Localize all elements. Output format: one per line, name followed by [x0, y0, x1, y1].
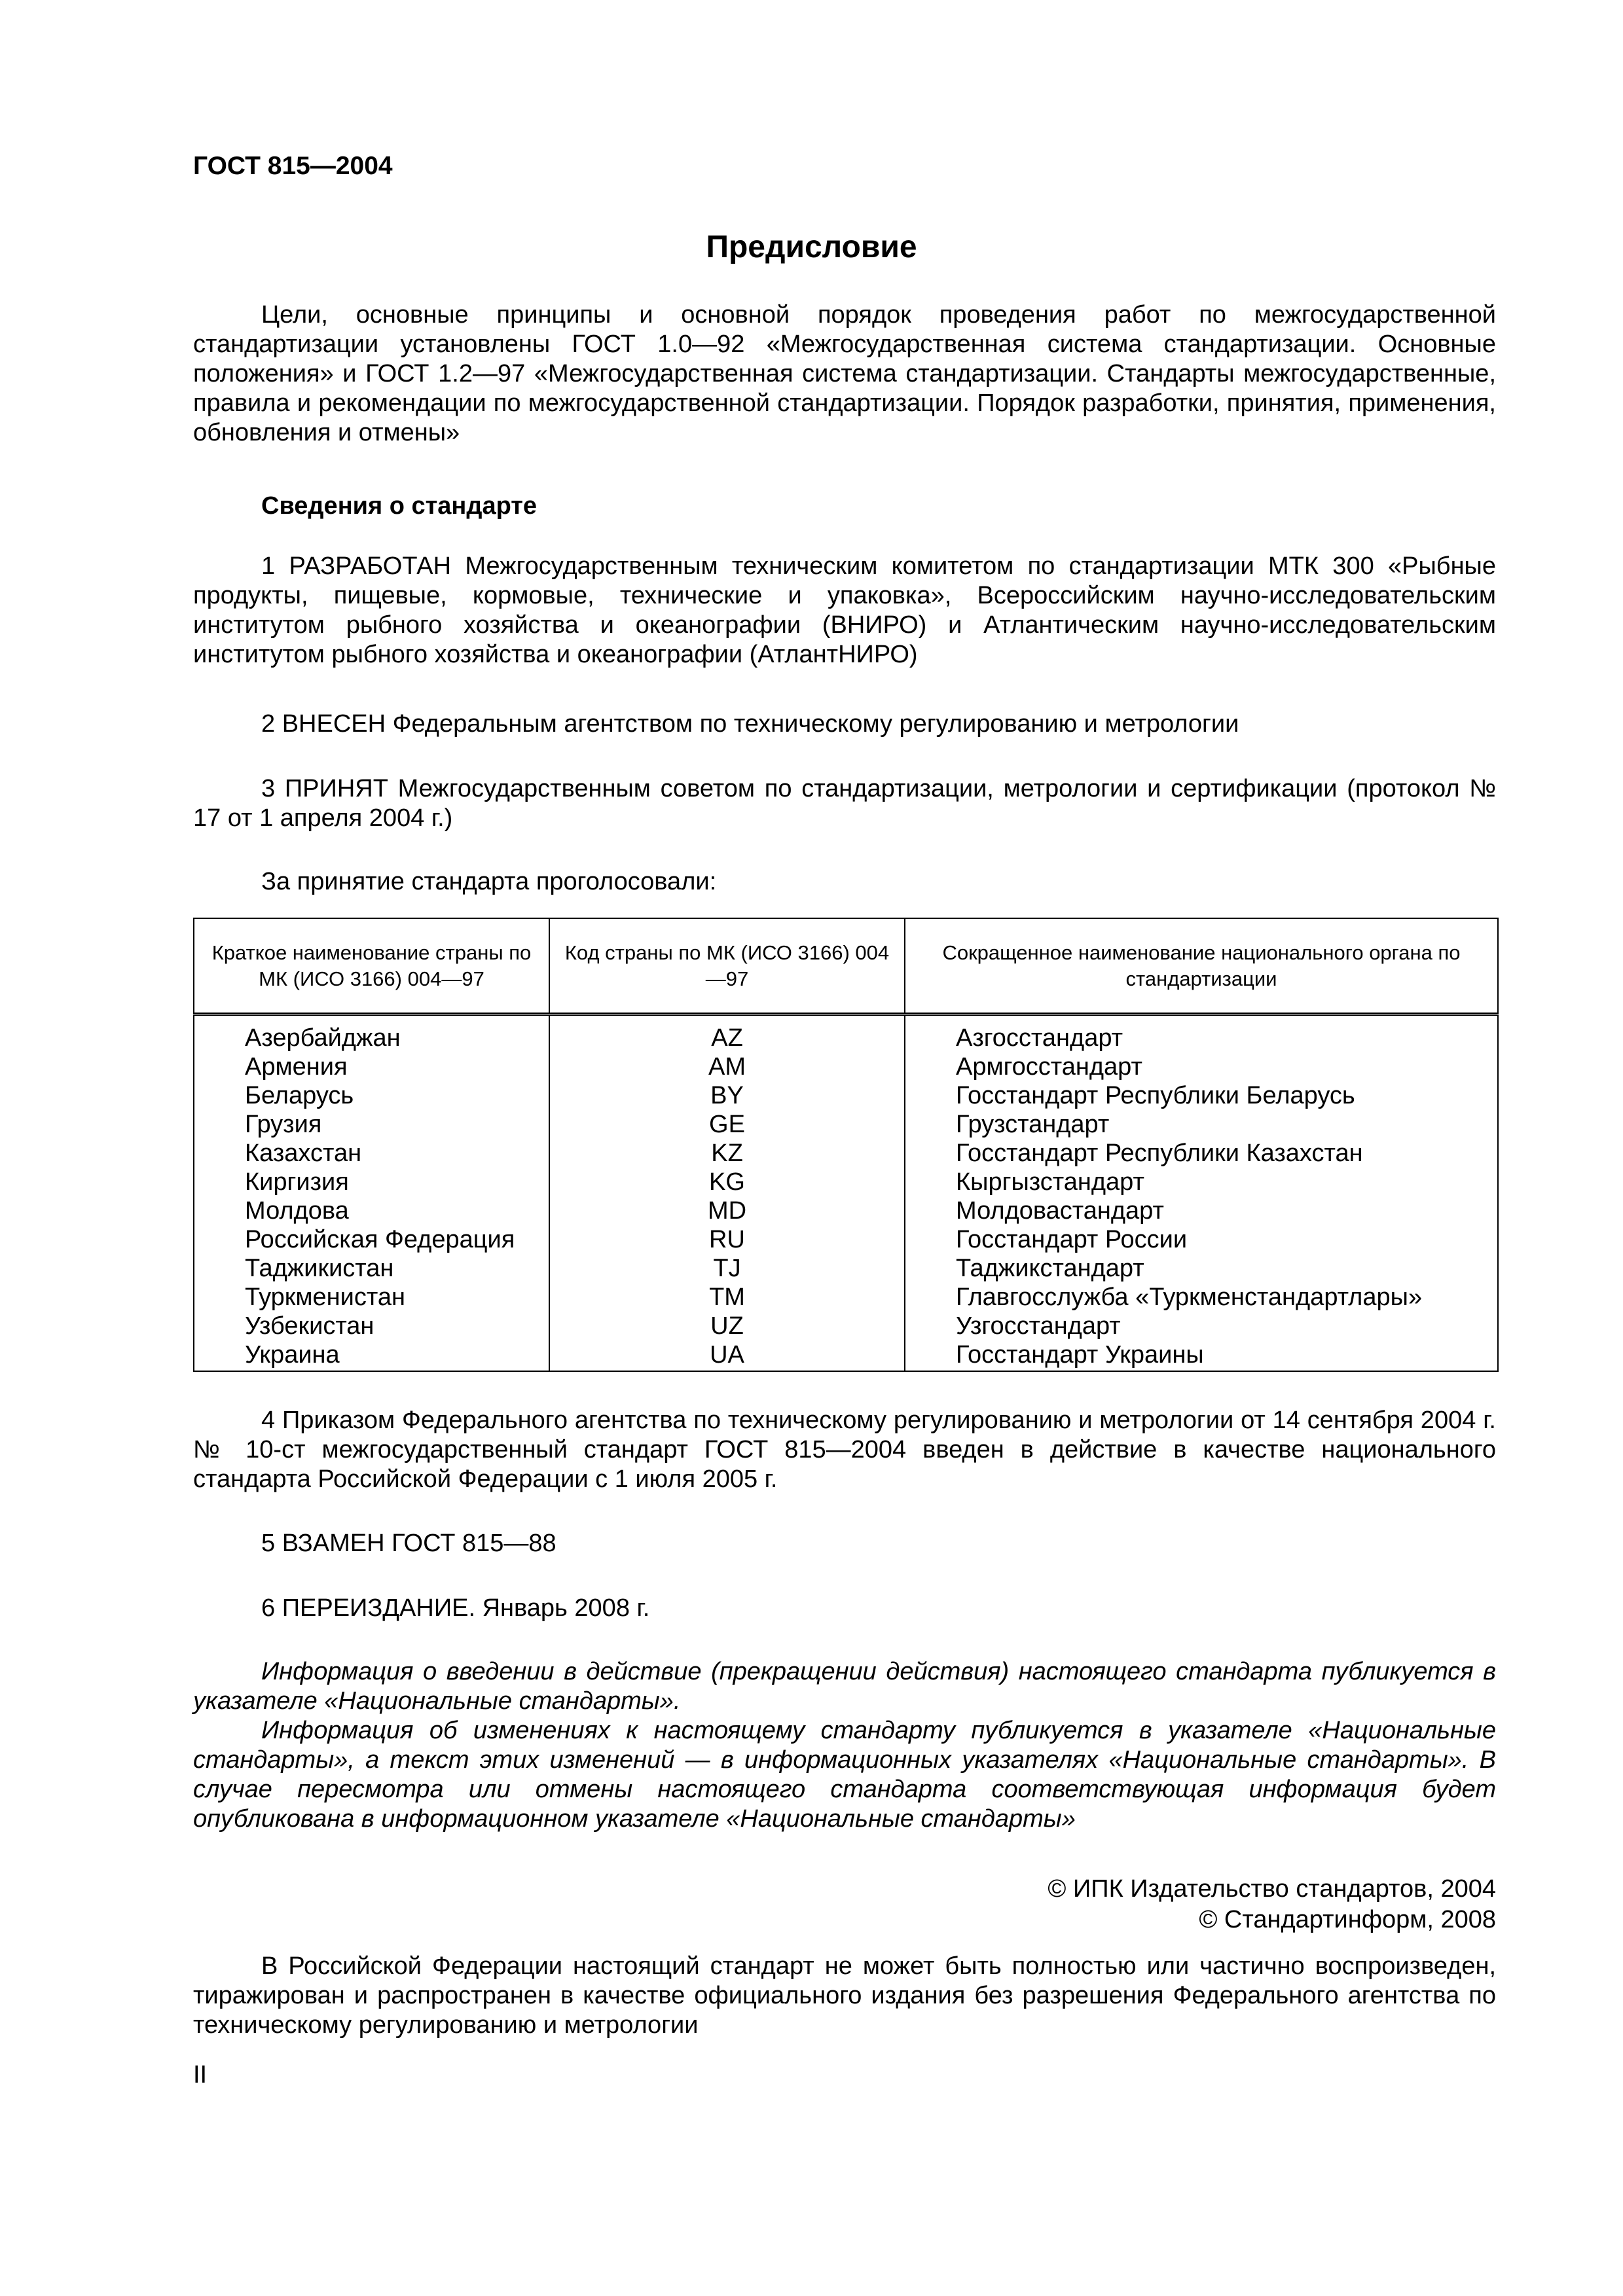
table-cell-country: Узбекистан: [245, 1312, 374, 1340]
column-header-body: Сокращенное наименование национального органа по стандартизации: [905, 918, 1498, 1014]
legal-notice: В Российской Федерации настоящий стандарт не может быть полностью или частично воспроизведен, тиражирован и распространен в качестве официального издания без разрешения Федерального агентства по техническому регулированию и метрологии: [193, 1952, 1496, 2039]
country-column: [194, 1014, 549, 1372]
table-cell-body: Госстандарт Республики Беларусь: [956, 1082, 1355, 1109]
table-cell-code: GE: [709, 1111, 745, 1138]
table-cell-body: Госстандарт Украины: [956, 1341, 1204, 1369]
table-cell-code: AM: [708, 1053, 746, 1081]
table-cell-body: Молдовастандарт: [956, 1197, 1164, 1225]
table-cell-code: RU: [709, 1226, 745, 1253]
table-cell-code: TM: [709, 1283, 745, 1311]
table-cell-code: AZ: [711, 1024, 743, 1052]
table-cell-country: Молдова: [245, 1197, 349, 1225]
table-cell-country: Киргизия: [245, 1168, 349, 1196]
code-column: [549, 1014, 905, 1372]
page-title: Предисловие: [706, 230, 917, 264]
column-header-country: Краткое наименование страны по МК (ИСО 3166) 004—97: [194, 918, 549, 1014]
item-introduced: 2 ВНЕСЕН Федеральным агентством по техническому регулированию и метрологии: [261, 710, 1239, 738]
table-cell-code: UZ: [710, 1312, 744, 1340]
table-cell-body: Азгосстандарт: [956, 1024, 1123, 1052]
table-cell-body: Кыргызстандарт: [956, 1168, 1144, 1196]
section-heading: Сведения о стандарте: [261, 492, 538, 520]
table-cell-code: TJ: [713, 1255, 741, 1282]
table-cell-country: Беларусь: [245, 1082, 354, 1109]
table-cell-code: KG: [709, 1168, 745, 1196]
table-cell-country: Туркменистан: [245, 1283, 405, 1311]
note-info-intro: Информация о введении в действие (прекращении действия) настоящего стандарта публикуется в указателе «Национальные стандарты».: [193, 1658, 1496, 1715]
vote-table-header-row: [194, 918, 1498, 1014]
intro-paragraph: Цели, основные принципы и основной порядок проведения работ по межгосударственной стандартизации установлены ГОСТ 1.0—92 «Межгосударственная система стандартизации. Основные положения» и ГОСТ 1.2—97 «Межгосударственная система стандартизации. Стандарты межгосударственные, правила и рекомендации по межгосударственной стандартизации. Порядок разработки, принятия, применения, обновления и отмены»: [193, 301, 1496, 446]
table-cell-code: BY: [710, 1082, 744, 1109]
table-cell-body: Главгосслужба «Туркменстандартлары»: [956, 1283, 1423, 1311]
item-reissue: 6 ПЕРЕИЗДАНИЕ. Январь 2008 г.: [261, 1594, 650, 1622]
copyright-line-2: © Стандартинформ, 2008: [1199, 1906, 1496, 1933]
table-cell-country: Армения: [245, 1053, 348, 1081]
voted-label: За принятие стандарта проголосовали:: [261, 868, 717, 895]
table-cell-body: Грузстандарт: [956, 1111, 1110, 1138]
table-cell-body: Таджикстандарт: [956, 1255, 1144, 1282]
vote-table-body-row: [194, 1014, 1498, 1372]
body-column: [905, 1014, 1498, 1372]
table-cell-country: Российская Федерация: [245, 1226, 515, 1253]
table-cell-country: Таджикистан: [245, 1255, 394, 1282]
table-cell-country: Украина: [245, 1341, 340, 1369]
table-cell-country: Грузия: [245, 1111, 322, 1138]
document-code-header: ГОСТ 815—2004: [193, 152, 393, 180]
table-cell-body: Армгосстандарт: [956, 1053, 1142, 1081]
item-order: 4 Приказом Федерального агентства по техническому регулированию и метрологии от 14 сентября 2004 г. № 10-ст межгосударственный стандарт ГОСТ 815—2004 введен в действие в качестве национального стандарта Российской Федерации с 1 июля 2005 г.: [193, 1407, 1496, 1493]
copyright-line-1: © ИПК Издательство стандартов, 2004: [1048, 1875, 1496, 1903]
item-adopted: 3 ПРИНЯТ Межгосударственным советом по стандартизации, метрологии и сертификации (протокол № 17 от 1 апреля 2004 г.): [193, 775, 1496, 832]
page-number: II: [193, 2061, 208, 2089]
table-cell-code: MD: [707, 1197, 747, 1225]
column-header-code: Код страны по МК (ИСО 3166) 004—97: [549, 918, 905, 1014]
item-replaces: 5 ВЗАМЕН ГОСТ 815—88: [261, 1530, 556, 1557]
table-cell-body: Госстандарт Республики Казахстан: [956, 1139, 1363, 1167]
table-cell-country: Азербайджан: [245, 1024, 401, 1052]
table-cell-body: Госстандарт России: [956, 1226, 1188, 1253]
table-cell-code: KZ: [711, 1139, 743, 1167]
item-developed: 1 РАЗРАБОТАН Межгосударственным техническим комитетом по стандартизации МТК 300 «Рыбные продукты, пищевые, кормовые, технические и упаковка», Всероссийским научно-исследовательским институтом рыбного хозяйства и океанографии (ВНИРО) и Атлантическим научно-исследовательским институтом рыбного хозяйства и океанографии (АтлантНИРО): [193, 552, 1496, 668]
table-cell-country: Казахстан: [245, 1139, 362, 1167]
vote-table: [193, 918, 1499, 1372]
note-info-changes: Информация об изменениях к настоящему стандарту публикуется в указателе «Национальные стандарты», а текст этих изменений — в информационных указателях «Национальные стандарты». В случае пересмотра или отмены настоящего стандарта соответствующая информация будет опубликована в информационном указателе «Национальные стандарты»: [193, 1717, 1496, 1833]
table-cell-body: Узгосстандарт: [956, 1312, 1121, 1340]
table-cell-code: UA: [710, 1341, 744, 1369]
